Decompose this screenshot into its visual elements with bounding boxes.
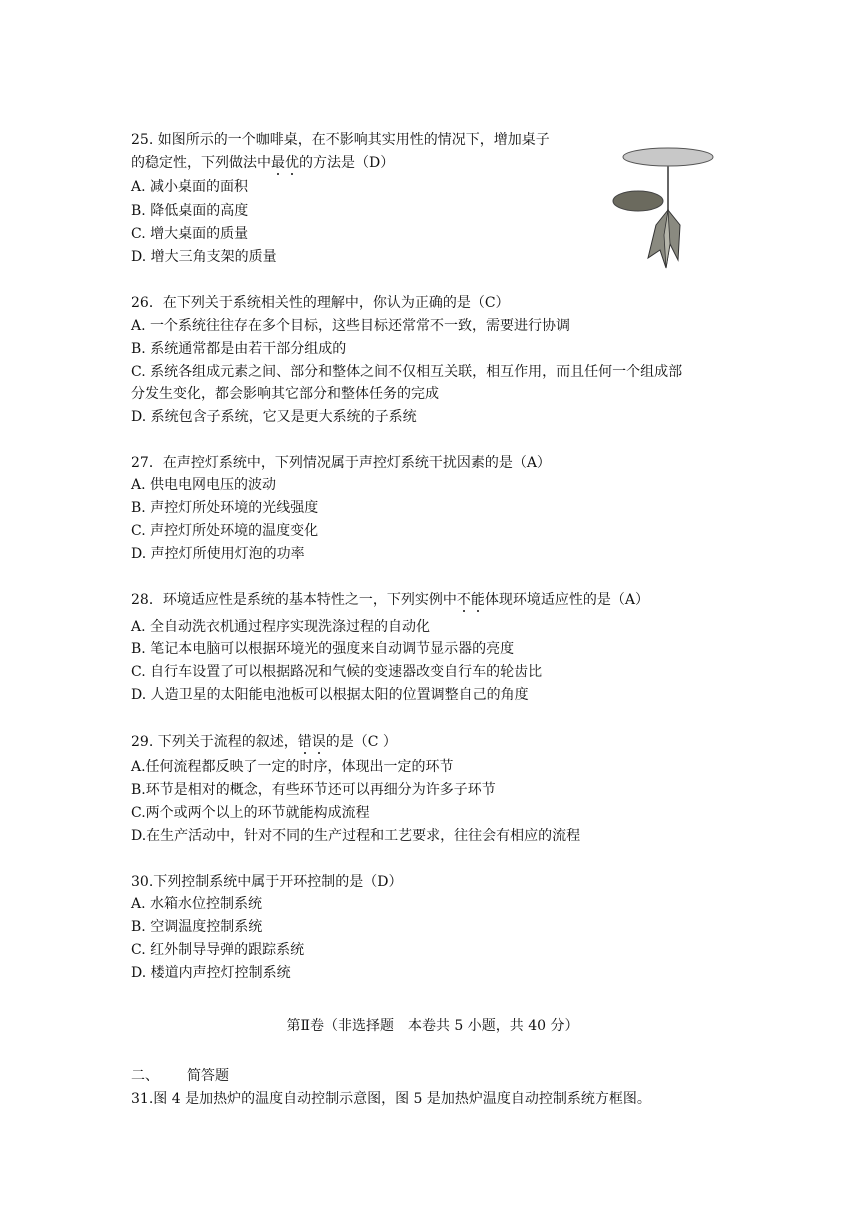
q25-option-c: C. 增大桌面的质量 bbox=[131, 226, 249, 242]
emphasis-char: 能 bbox=[470, 592, 485, 608]
q26-option-d: D. 系统包含子系统，它又是更大系统的子系统 bbox=[131, 409, 417, 425]
coffee-table-figure bbox=[608, 140, 728, 280]
q26-stem: 26．在下列关于系统相关性的理解中，你认为正确的是（C） bbox=[131, 295, 510, 311]
q29-stem bbox=[131, 733, 397, 751]
q29-option-d: D.在生产活动中，针对不同的生产过程和工艺要求，往往会有相应的流程 bbox=[131, 828, 581, 844]
q26-option-c: C. 系统各组成元素之间、部分和整体之间不仅相互关联，相互作用，而且任何一个组成部 bbox=[131, 364, 683, 380]
q25-option-d: D. 增大三角支架的质量 bbox=[131, 249, 277, 265]
q30-option-a: A. 水箱水位控制系统 bbox=[131, 896, 263, 912]
q30-stem: 30.下列控制系统中属于开环控制的是（D） bbox=[131, 874, 403, 890]
lower-shelf bbox=[613, 191, 663, 211]
q28-stem-post: 体现环境适应性的是（A） bbox=[484, 592, 649, 608]
q29-option-a: A.任何流程都反映了一定的时序，体现出一定的环节 bbox=[131, 759, 454, 775]
q30-option-c: C. 红外制导导弹的跟踪系统 bbox=[131, 942, 305, 958]
q25-stem-line1: 25. 如图所示的一个咖啡桌，在不影响其实用性的情况下，增加桌子 bbox=[131, 132, 550, 148]
emphasis-char: 误 bbox=[311, 734, 326, 750]
emphasis-char: 错 bbox=[297, 734, 312, 750]
section-number: 二、 bbox=[131, 1068, 159, 1084]
q27-option-d: D. 声控灯所使用灯泡的功率 bbox=[131, 546, 305, 562]
part-two-title: 第Ⅱ卷（非选择题 本卷共 5 小题，共 40 分） bbox=[286, 1018, 579, 1034]
q29-option-b: B.环节是相对的概念，有些环节还可以再细分为许多子环节 bbox=[131, 782, 496, 798]
q31-stem: 31.图 4 是加热炉的温度自动控制示意图，图 5 是加热炉温度自动控制系统方框图。 bbox=[131, 1091, 651, 1107]
q27-stem: 27．在声控灯系统中，下列情况属于声控灯系统干扰因素的是（A） bbox=[131, 455, 551, 471]
tabletop bbox=[623, 148, 713, 166]
q25-stem-post: 的方法是（D） bbox=[299, 155, 395, 171]
section-two-heading bbox=[131, 1067, 229, 1085]
q25-stem-line2 bbox=[131, 154, 394, 172]
q25-stem-pre: 的稳定性，下列做法中 bbox=[131, 155, 271, 171]
emphasis-char: 优 bbox=[285, 155, 299, 171]
q29-stem-post: 的是（C ） bbox=[325, 734, 397, 750]
q26-option-c-cont: 分发生变化，都会影响其它部分和整体任务的完成 bbox=[131, 386, 439, 402]
q27-option-a: A. 供电电网电压的波动 bbox=[131, 477, 277, 493]
q26-option-b: B. 系统通常都是由若干部分组成的 bbox=[131, 341, 347, 357]
q30-option-d: D. 楼道内声控灯控制系统 bbox=[131, 965, 291, 981]
q28-option-d: D. 人造卫星的太阳能电池板可以根据太阳的位置调整自己的角度 bbox=[131, 687, 529, 703]
q28-option-a: A. 全自动洗衣机通过程序实现洗涤过程的自动化 bbox=[131, 619, 431, 635]
q26-option-a: A. 一个系统往往存在多个目标，这些目标还常常不一致，需要进行协调 bbox=[131, 318, 571, 334]
section-name: 简答题 bbox=[187, 1068, 229, 1084]
q27-option-b: B. 声控灯所处环境的光线强度 bbox=[131, 500, 319, 516]
emphasis-char: 不 bbox=[456, 592, 471, 608]
q29-option-c: C.两个或两个以上的环节就能构成流程 bbox=[131, 805, 370, 821]
q28-stem-pre: 28．环境适应性是系统的基本特性之一，下列实例中 bbox=[131, 592, 457, 608]
q30-option-b: B. 空调温度控制系统 bbox=[131, 919, 263, 935]
q25-option-b: B. 降低桌面的高度 bbox=[131, 203, 249, 219]
q27-option-c: C. 声控灯所处环境的温度变化 bbox=[131, 523, 319, 539]
q28-option-b: B. 笔记本电脑可以根据环境光的强度来自动调节显示器的亮度 bbox=[131, 641, 515, 657]
emphasis-char: 最 bbox=[271, 155, 285, 171]
q28-stem bbox=[131, 591, 649, 609]
q29-stem-pre: 29. 下列关于流程的叙述， bbox=[131, 734, 298, 750]
q25-option-a: A. 减小桌面的面积 bbox=[131, 179, 249, 195]
q28-option-c: C. 自行车设置了可以根据路况和气候的变速器改变自行车的轮齿比 bbox=[131, 664, 543, 680]
